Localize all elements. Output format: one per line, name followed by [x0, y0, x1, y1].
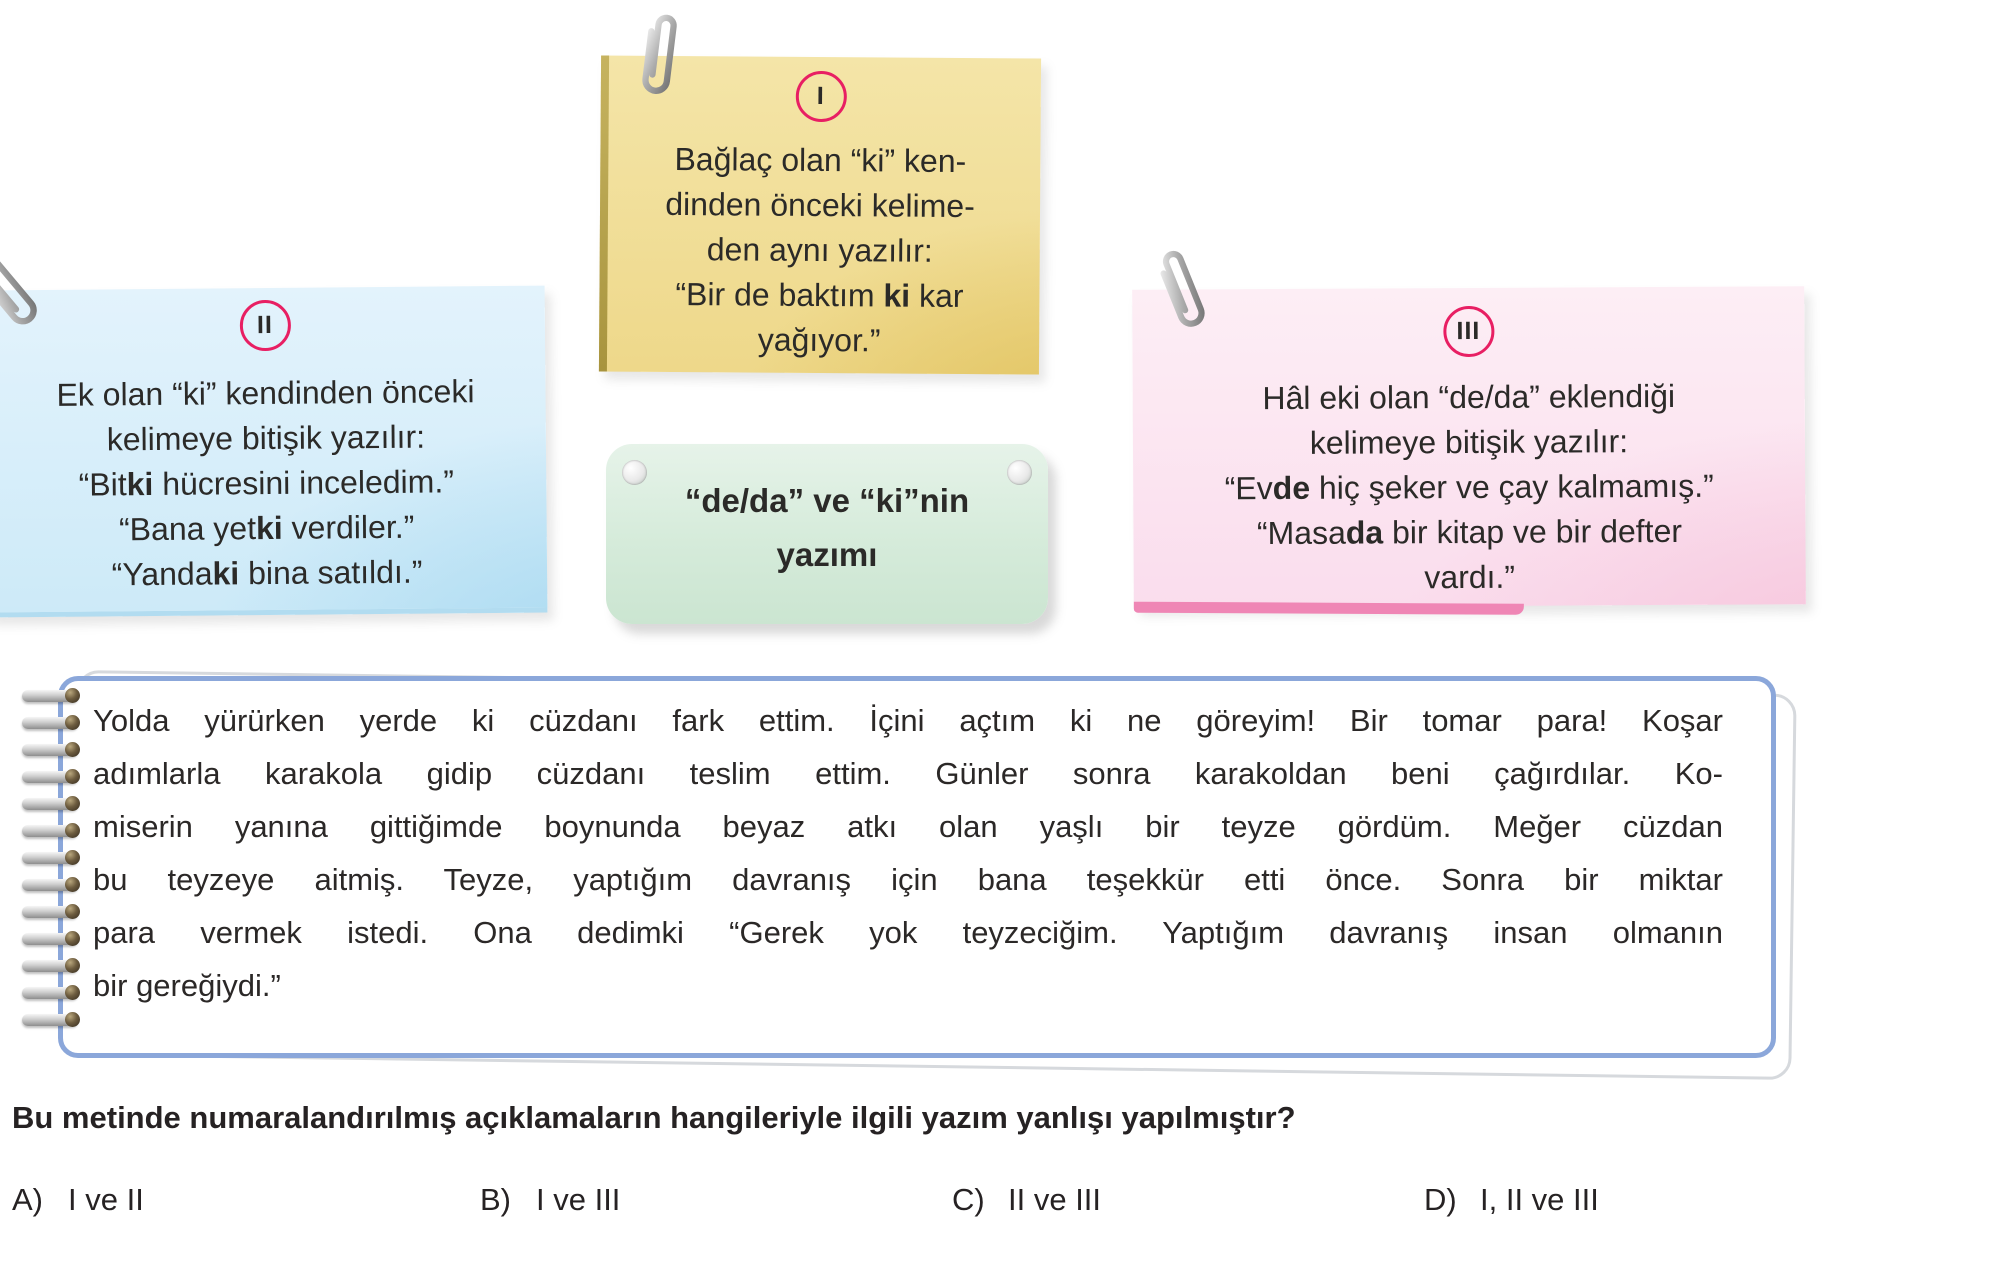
spiral-ring-icon — [22, 744, 78, 756]
spiral-ring-icon — [22, 852, 78, 864]
note-line: dinden önceki kelime- — [665, 185, 975, 225]
note-line: vardı.” — [1424, 558, 1516, 596]
option-c — [952, 1182, 1101, 1218]
option-label: B) — [480, 1182, 511, 1217]
note-number-badge: III — [1443, 306, 1494, 357]
spiral-ring-icon — [22, 1014, 78, 1026]
option-value: I ve II — [68, 1182, 144, 1217]
question-text: Bu metinde numaralandırılmış açıklamaların hangileriyle ilgili yazım yanlışı yapılmıştır? — [12, 1100, 1296, 1135]
note-line: Bağlaç olan “ki” ken- — [674, 140, 967, 180]
note-line: Ek olan “ki” kendinden önceki — [56, 373, 475, 413]
option-d — [1424, 1182, 1599, 1218]
note-line: kelimeye bitişik yazılır: — [1309, 423, 1629, 461]
option-b — [480, 1182, 620, 1218]
spiral-ring-icon — [22, 771, 78, 783]
note-line: “Evde hiç şeker ve çay kalmamış.” — [1224, 467, 1714, 507]
spiral-ring-icon — [22, 933, 78, 945]
option-a — [12, 1182, 144, 1218]
spiral-ring-icon — [22, 906, 78, 918]
note-line: kelimeye bitişik yazılır: — [106, 418, 426, 458]
spiral-ring-icon — [22, 960, 78, 972]
topic-tag-line: yazımı — [776, 536, 878, 573]
option-label: A) — [12, 1182, 43, 1217]
sticky-note-2 — [0, 286, 547, 618]
answer-options — [12, 1182, 1972, 1232]
passage — [63, 681, 1771, 1012]
spiral-ring-icon — [22, 879, 78, 891]
note-body — [1133, 373, 1806, 602]
note-body — [599, 136, 1041, 364]
spiral-ring-icon — [22, 798, 78, 810]
passage-line: bir gereğiydi.” — [93, 968, 281, 1003]
pin-icon — [622, 460, 647, 485]
topic-tag — [606, 444, 1048, 624]
spiral-ring-icon — [22, 825, 78, 837]
spiral-ring-icon — [22, 987, 78, 999]
note-number-badge: I — [795, 71, 846, 122]
spiral-ring-icon — [22, 717, 78, 729]
spiral-ring-icon — [22, 690, 78, 702]
option-label: D) — [1424, 1182, 1457, 1217]
option-value: II ve III — [1008, 1182, 1102, 1217]
note-line: “Yandaki bina satıldı.” — [111, 553, 423, 593]
passage-line: Yolda yürürken yerde ki cüzdanı fark ettim. İçini açtım ki ne göreyim! Bir tomar para! Koşar — [93, 703, 1723, 738]
notebook — [58, 676, 1776, 1058]
passage-line: para vermek istedi. Ona dedimki “Gerek yok teyzeciğim. Yaptığım davranış insan olmanın — [93, 915, 1723, 950]
passage-line: miserin yanına gittiğimde boynunda beyaz atkı olan yaşlı bir teyze gördüm. Meğer cüzdan — [93, 809, 1723, 844]
note-line: Hâl eki olan “de/da” eklendiği — [1262, 377, 1676, 417]
note-line: “Masada bir kitap ve bir defter — [1256, 512, 1683, 552]
spiral-binding — [22, 690, 78, 1026]
topic-tag-line: “de/da” ve “ki”nin — [684, 482, 970, 519]
option-value: I ve III — [536, 1182, 621, 1217]
note-body — [0, 369, 547, 599]
passage-line: adımlarla karakola gidip cüzdanı teslim ettim. Günler sonra karakoldan beni çağırdılar. Ko- — [93, 756, 1723, 791]
note-line: “Bitki hücresini inceledim.” — [78, 463, 455, 503]
pin-icon — [1007, 460, 1032, 485]
option-label: C) — [952, 1182, 985, 1217]
paperclip-icon — [615, 0, 701, 122]
passage-line: bu teyzeye aitmiş. Teyze, yaptığım davranış için bana teşekkür etti önce. Sonra bir miktar — [93, 862, 1723, 897]
note-line: yağıyor.” — [757, 321, 881, 359]
note-number-badge: II — [239, 300, 290, 351]
note-line: den aynı yazılır: — [706, 231, 933, 269]
option-value: I, II ve III — [1480, 1182, 1599, 1217]
note-line: “Bana yetki verdiler.” — [118, 508, 415, 548]
note-line: “Bir de baktım ki kar — [675, 275, 964, 315]
